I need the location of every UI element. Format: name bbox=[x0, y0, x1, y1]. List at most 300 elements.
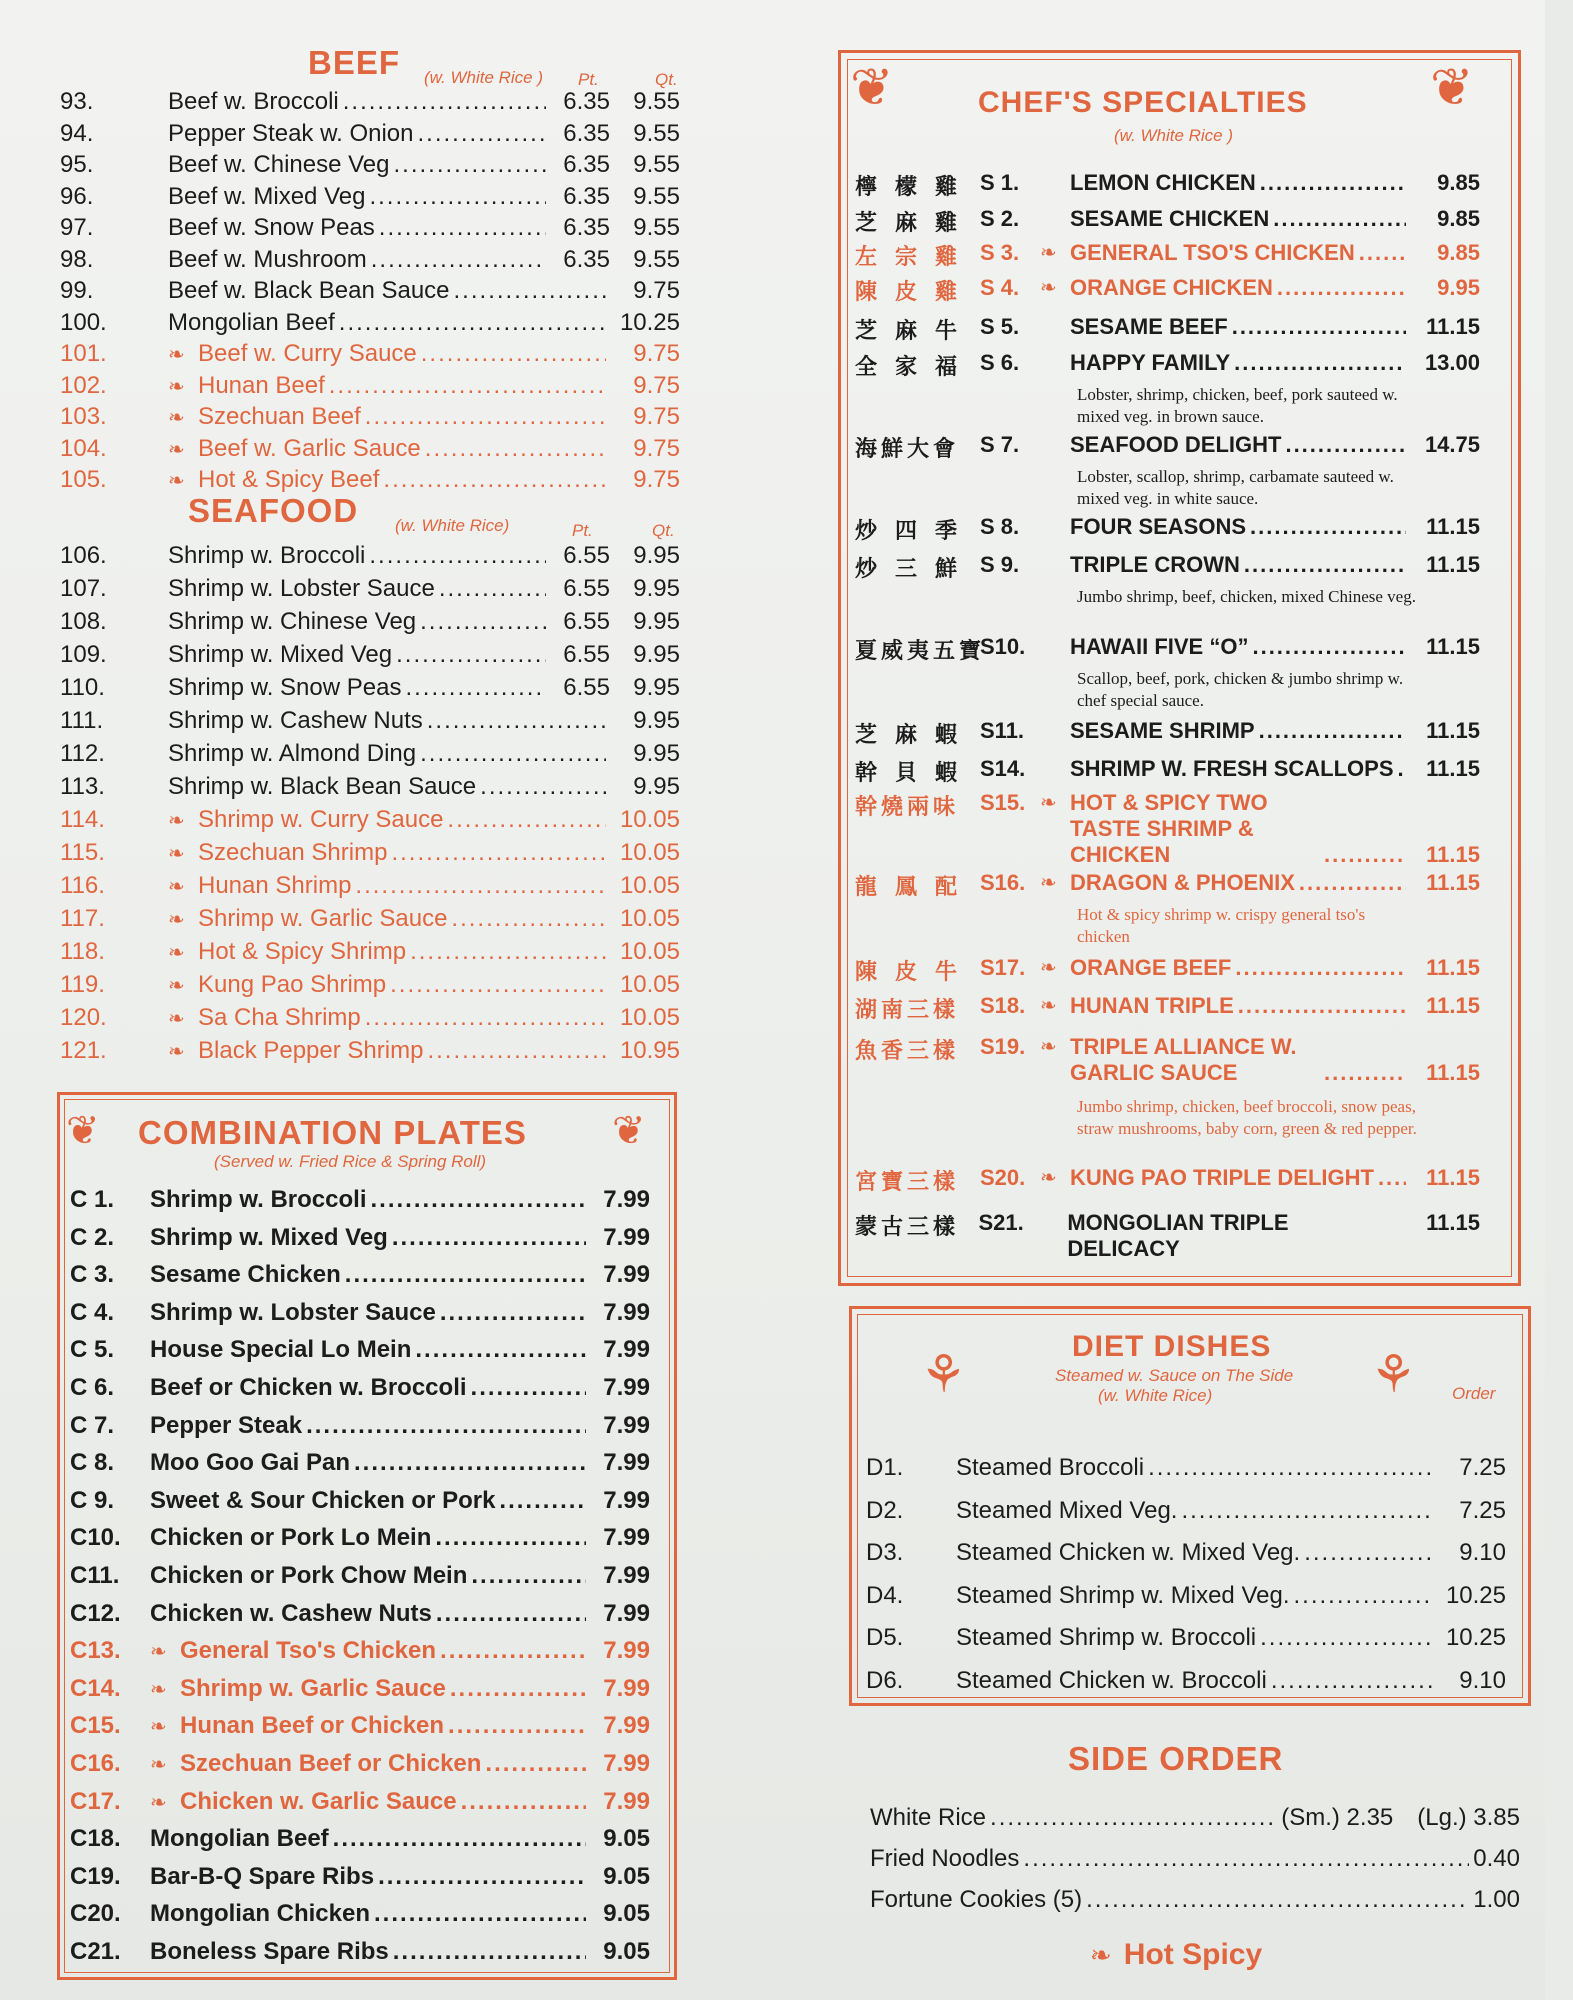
seafood-item[interactable] bbox=[60, 872, 680, 900]
leader-dots bbox=[450, 1675, 586, 1703]
price-pint: 6.35 bbox=[563, 119, 610, 147]
beef-item[interactable] bbox=[60, 120, 680, 148]
specialty-item[interactable] bbox=[855, 756, 1480, 787]
beef-item[interactable] bbox=[60, 246, 680, 274]
price-pint: 6.55 bbox=[563, 674, 610, 701]
price-pint: 6.55 bbox=[563, 542, 610, 569]
item-price: 11.15 bbox=[1426, 1060, 1480, 1085]
item-name: Beef w. Black Bean Sauce bbox=[168, 277, 450, 304]
item-number: C 3. bbox=[70, 1261, 115, 1289]
leader-dots bbox=[499, 1487, 586, 1515]
leader-dots bbox=[396, 641, 546, 669]
item-number: D5. bbox=[866, 1624, 904, 1651]
hot-spicy-icon: ❧ bbox=[1040, 242, 1057, 264]
item-name: Shrimp w. Lobster Sauce bbox=[168, 575, 435, 602]
beef-item[interactable] bbox=[60, 183, 680, 211]
leader-dots bbox=[1235, 955, 1406, 981]
hot-spicy-icon: ❧ bbox=[1040, 872, 1057, 894]
leader-dots bbox=[440, 1299, 586, 1327]
specialty-item[interactable] bbox=[855, 634, 1480, 665]
chinese-name: 海鮮大會 bbox=[855, 436, 960, 461]
item-name: Shrimp w. Broccoli bbox=[168, 542, 366, 569]
item-name: Hot & Spicy Shrimp bbox=[198, 938, 407, 965]
leader-dots bbox=[485, 1750, 586, 1778]
diet-item[interactable] bbox=[866, 1624, 1506, 1652]
seafood-item[interactable] bbox=[60, 839, 680, 867]
hot-spicy-icon: ❧ bbox=[1040, 792, 1057, 814]
item-number: C11. bbox=[70, 1562, 120, 1589]
seafood-item[interactable] bbox=[60, 740, 680, 768]
item-number: 110. bbox=[60, 674, 105, 701]
item-price: 9.05 bbox=[603, 1825, 650, 1853]
specialty-item[interactable] bbox=[855, 1210, 1480, 1262]
item-name: HAPPY FAMILY bbox=[1070, 350, 1231, 375]
item-number: C 7. bbox=[70, 1411, 115, 1439]
price-quart: 9.95 bbox=[633, 542, 680, 569]
hot-spicy-icon: ❧ bbox=[168, 942, 185, 964]
item-number: 113. bbox=[60, 773, 105, 800]
leader-dots bbox=[343, 88, 546, 116]
leader-dots bbox=[306, 1412, 586, 1440]
item-name: Hunan Shrimp bbox=[198, 872, 352, 899]
diet-item[interactable] bbox=[866, 1497, 1506, 1525]
item-number: C18. bbox=[70, 1825, 121, 1853]
hot-spicy-icon: ❧ bbox=[168, 375, 185, 398]
leader-dots bbox=[1250, 514, 1406, 540]
price-pint: 6.55 bbox=[563, 641, 610, 668]
item-name: Hunan Beef or Chicken bbox=[180, 1712, 445, 1740]
leader-dots bbox=[1304, 1539, 1432, 1567]
item-number: C14. bbox=[70, 1674, 121, 1702]
price-quart: 9.55 bbox=[633, 151, 680, 178]
corner-flourish-icon: ❦ bbox=[1430, 59, 1474, 117]
item-price: 11.15 bbox=[1426, 718, 1480, 743]
item-name: Mongolian Chicken bbox=[150, 1900, 371, 1928]
hot-spicy-icon: ❧ bbox=[168, 438, 185, 461]
item-name: DRAGON & PHOENIX bbox=[1070, 870, 1295, 895]
beef-item[interactable] bbox=[60, 309, 680, 337]
item-number: D2. bbox=[866, 1496, 904, 1524]
specialty-item[interactable] bbox=[855, 552, 1480, 583]
item-name: HOT & SPICY TWO TASTE SHRIMP & CHICKEN bbox=[1070, 790, 1268, 867]
leader-dots bbox=[371, 246, 546, 274]
item-price: 7.99 bbox=[603, 1562, 650, 1589]
side-item[interactable] bbox=[870, 1845, 1520, 1873]
combo-item[interactable] bbox=[70, 1336, 650, 1364]
item-price: 11.15 bbox=[1426, 1165, 1480, 1190]
item-price: 7.25 bbox=[1459, 1496, 1506, 1524]
item-name: Chicken or Pork Chow Mein bbox=[150, 1562, 468, 1589]
hot-spicy-icon: ❧ bbox=[168, 1041, 185, 1063]
price-quart: 9.95 bbox=[633, 674, 680, 701]
combo-item[interactable] bbox=[70, 1562, 650, 1590]
combo-item[interactable] bbox=[70, 1449, 650, 1477]
beef-item[interactable] bbox=[60, 151, 680, 179]
specialty-item[interactable] bbox=[855, 275, 1480, 306]
item-name: Beef w. Curry Sauce bbox=[198, 340, 417, 367]
leader-dots bbox=[990, 1804, 1277, 1832]
leader-dots bbox=[1294, 1582, 1433, 1610]
specialty-item[interactable] bbox=[855, 170, 1480, 201]
seafood-item[interactable] bbox=[60, 542, 680, 570]
specialty-item[interactable] bbox=[855, 1165, 1480, 1196]
leader-dots bbox=[1378, 1165, 1406, 1191]
leader-dots bbox=[471, 1562, 586, 1590]
leader-dots bbox=[393, 151, 546, 179]
item-code: S14. bbox=[980, 756, 1026, 781]
leader-dots bbox=[1277, 275, 1406, 301]
item-price: 9.10 bbox=[1459, 1666, 1506, 1694]
seafood-item[interactable] bbox=[60, 971, 680, 999]
item-price: 7.99 bbox=[603, 1223, 650, 1251]
leader-dots bbox=[1271, 1667, 1432, 1695]
leader-dots bbox=[1259, 718, 1406, 744]
specialty-item[interactable] bbox=[855, 955, 1480, 986]
combo-item[interactable] bbox=[70, 1938, 650, 1966]
price-pint: 6.35 bbox=[563, 182, 610, 210]
price-pint: 6.35 bbox=[563, 88, 610, 115]
price-pint: 6.55 bbox=[563, 608, 610, 635]
item-code: S20. bbox=[980, 1165, 1026, 1190]
leader-dots bbox=[383, 466, 606, 494]
item-number: 104. bbox=[60, 434, 107, 462]
price-quart: 9.95 bbox=[633, 773, 680, 800]
leader-dots bbox=[420, 740, 606, 768]
seafood-item[interactable] bbox=[60, 806, 680, 834]
leader-dots bbox=[471, 1374, 586, 1402]
price-quart: 9.75 bbox=[633, 340, 680, 367]
item-price: 11.15 bbox=[1426, 552, 1480, 577]
leader-dots bbox=[439, 575, 546, 603]
item-code: S15. bbox=[980, 790, 1026, 815]
dancers-icon: ⚘ bbox=[1370, 1346, 1417, 1404]
combo-item[interactable] bbox=[70, 1412, 650, 1440]
item-name: Shrimp w. Mixed Veg bbox=[168, 641, 393, 668]
chinese-name: 湖南三樣 bbox=[855, 997, 960, 1022]
item-number: 111. bbox=[60, 707, 104, 734]
specialty-item[interactable] bbox=[855, 1034, 1480, 1086]
beef-item[interactable] bbox=[60, 403, 680, 431]
hot-spicy-icon: ❧ bbox=[168, 407, 185, 429]
seafood-item[interactable] bbox=[60, 1004, 680, 1032]
combo-item[interactable] bbox=[70, 1675, 650, 1703]
chinese-name: 檸檬雞 bbox=[855, 174, 976, 199]
leader-dots bbox=[410, 938, 606, 966]
item-name: Steamed Chicken w. Mixed Veg. bbox=[956, 1539, 1301, 1566]
combo-item[interactable] bbox=[70, 1863, 650, 1891]
item-description: Jumbo shrimp, beef, chicken, mixed Chinese veg. bbox=[1077, 587, 1416, 606]
leader-dots bbox=[427, 1037, 606, 1065]
item-name: Boneless Spare Ribs bbox=[150, 1938, 389, 1965]
item-price: 11.15 bbox=[1426, 756, 1480, 781]
combo-item[interactable] bbox=[70, 1750, 650, 1778]
item-name: Fried Noodles bbox=[870, 1845, 1020, 1872]
leader-dots bbox=[1260, 170, 1406, 196]
item-name: Fortune Cookies (5) bbox=[870, 1886, 1083, 1913]
combo-item[interactable] bbox=[70, 1712, 650, 1740]
hot-spicy-icon: ❧ bbox=[1090, 1939, 1112, 1970]
item-name: Steamed Broccoli bbox=[956, 1454, 1145, 1481]
diet-item[interactable] bbox=[866, 1667, 1506, 1695]
specialty-item[interactable] bbox=[855, 718, 1480, 749]
leader-dots bbox=[378, 1863, 586, 1891]
item-name: Shrimp w. Garlic Sauce bbox=[198, 905, 448, 932]
item-name: Sweet & Sour Chicken or Pork bbox=[150, 1486, 496, 1514]
hot-spicy-icon: ❧ bbox=[1040, 957, 1057, 979]
specialty-item[interactable] bbox=[855, 314, 1480, 345]
item-price: 11.15 bbox=[1426, 993, 1480, 1018]
chef-title: CHEF'S SPECIALTIES bbox=[978, 86, 1308, 119]
item-name: Shrimp w. Chinese Veg bbox=[168, 608, 417, 635]
item-name: General Tso's Chicken bbox=[180, 1637, 437, 1665]
item-number: 114. bbox=[60, 806, 105, 833]
item-price: 10.25 bbox=[1445, 1581, 1506, 1609]
item-code: S 9. bbox=[980, 552, 1020, 577]
seafood-item[interactable] bbox=[60, 674, 680, 702]
chinese-name: 芝麻牛 bbox=[855, 318, 976, 343]
leader-dots bbox=[1324, 1060, 1406, 1086]
item-number: 97. bbox=[60, 214, 94, 241]
item-number: 99. bbox=[60, 277, 94, 304]
leader-dots bbox=[1244, 552, 1406, 578]
leader-dots bbox=[420, 608, 546, 636]
price-quart: 10.05 bbox=[619, 938, 680, 965]
item-price: 7.99 bbox=[603, 1261, 650, 1289]
combo-item[interactable] bbox=[70, 1600, 650, 1628]
item-price: 7.99 bbox=[603, 1186, 650, 1213]
item-code: S10. bbox=[980, 634, 1026, 659]
leader-dots bbox=[391, 839, 606, 867]
item-name: Sesame Chicken bbox=[150, 1261, 341, 1289]
leader-dots bbox=[405, 674, 546, 702]
chinese-name: 蒙古三樣 bbox=[855, 1214, 960, 1239]
seafood-item[interactable] bbox=[60, 905, 680, 933]
beef-item[interactable] bbox=[60, 88, 680, 116]
item-name: Steamed Chicken w. Broccoli bbox=[956, 1666, 1267, 1694]
item-number: 103. bbox=[60, 403, 107, 430]
leader-dots bbox=[425, 435, 606, 463]
side-item[interactable] bbox=[870, 1804, 1520, 1832]
leader-dots bbox=[379, 214, 546, 242]
diet-order-header: Order bbox=[1452, 1384, 1496, 1403]
seafood-item[interactable] bbox=[60, 938, 680, 966]
combo-item[interactable] bbox=[70, 1224, 650, 1252]
item-number: D1. bbox=[866, 1454, 904, 1481]
diet-note-2: (w. White Rice) bbox=[1098, 1386, 1213, 1405]
item-number: C17. bbox=[70, 1787, 121, 1815]
beef-item[interactable] bbox=[60, 214, 680, 242]
seafood-qt-header: Qt. bbox=[652, 521, 675, 540]
leader-dots bbox=[435, 1524, 586, 1552]
hot-spicy-icon: ❧ bbox=[1040, 1036, 1057, 1058]
specialty-item[interactable] bbox=[855, 993, 1480, 1024]
item-price: 7.99 bbox=[603, 1336, 650, 1364]
item-number: C 1. bbox=[70, 1186, 115, 1213]
combo-item[interactable] bbox=[70, 1900, 650, 1928]
diet-item[interactable] bbox=[866, 1539, 1506, 1567]
item-name: Shrimp w. Curry Sauce bbox=[198, 806, 444, 833]
hot-spicy-icon: ❧ bbox=[168, 344, 185, 366]
leader-dots bbox=[447, 806, 606, 834]
price-quart: 10.05 bbox=[619, 872, 680, 899]
item-name: Black Pepper Shrimp bbox=[198, 1037, 424, 1064]
item-number: C16. bbox=[70, 1750, 121, 1777]
item-price: 7.99 bbox=[603, 1637, 650, 1665]
item-description: Lobster, scallop, shrimp, carbamate sauteed w. mixed veg. in white sauce. bbox=[1077, 467, 1394, 508]
chinese-name: 龍鳳配 bbox=[855, 874, 976, 899]
specialty-item[interactable] bbox=[855, 870, 1480, 901]
seafood-item[interactable] bbox=[60, 641, 680, 669]
specialty-item[interactable] bbox=[855, 514, 1480, 545]
chinese-name: 芝麻雞 bbox=[855, 210, 976, 235]
beef-item[interactable] bbox=[60, 466, 680, 494]
item-number: 100. bbox=[60, 308, 107, 336]
combo-item[interactable] bbox=[70, 1487, 650, 1515]
specialty-item[interactable] bbox=[855, 240, 1480, 271]
item-number: D4. bbox=[866, 1581, 904, 1609]
combo-item[interactable] bbox=[70, 1299, 650, 1327]
item-number: 107. bbox=[60, 575, 107, 602]
combo-item[interactable] bbox=[70, 1261, 650, 1289]
item-name: Beef w. Broccoli bbox=[168, 88, 339, 115]
leader-dots bbox=[333, 1825, 586, 1853]
item-price: 11.15 bbox=[1426, 955, 1480, 980]
seafood-item[interactable] bbox=[60, 608, 680, 636]
leader-dots bbox=[392, 1224, 586, 1252]
seafood-item[interactable] bbox=[60, 773, 680, 801]
corner-flourish-icon: ❦ bbox=[66, 1109, 100, 1153]
diet-item[interactable] bbox=[866, 1582, 1506, 1610]
item-name: LEMON CHICKEN bbox=[1070, 170, 1256, 195]
item-number: C 2. bbox=[70, 1223, 115, 1251]
seafood-item[interactable] bbox=[60, 575, 680, 603]
chinese-name: 陳皮牛 bbox=[855, 959, 976, 984]
leader-dots bbox=[436, 1600, 586, 1628]
combo-item[interactable] bbox=[70, 1374, 650, 1402]
item-code: S 7. bbox=[980, 432, 1020, 457]
item-name: FOUR SEASONS bbox=[1070, 514, 1247, 539]
item-name: SESAME SHRIMP bbox=[1070, 718, 1255, 743]
item-number: C 9. bbox=[70, 1486, 115, 1514]
item-code: S16. bbox=[980, 870, 1026, 895]
item-price: 9.05 bbox=[603, 1862, 650, 1890]
combo-item[interactable] bbox=[70, 1637, 650, 1665]
combo-item[interactable] bbox=[70, 1186, 650, 1214]
leader-dots bbox=[365, 1004, 606, 1032]
item-price: 9.05 bbox=[603, 1938, 650, 1965]
combo-item[interactable] bbox=[70, 1788, 650, 1816]
price-quart: 9.55 bbox=[633, 182, 680, 210]
item-price: 7.99 bbox=[603, 1712, 650, 1740]
item-name: Hot & Spicy Beef bbox=[198, 466, 380, 493]
chinese-name: 魚香三樣 bbox=[855, 1038, 960, 1063]
seafood-title: SEAFOOD bbox=[188, 492, 359, 529]
item-name: Beef or Chicken w. Broccoli bbox=[150, 1374, 467, 1401]
item-name: Chicken w. Garlic Sauce bbox=[180, 1787, 457, 1815]
item-number: 109. bbox=[60, 641, 107, 668]
hot-spicy-icon: ❧ bbox=[150, 1678, 167, 1701]
price-quart: 10.25 bbox=[619, 308, 680, 336]
item-name: Shrimp w. Cashew Nuts bbox=[168, 707, 423, 734]
hot-spicy-icon: ❧ bbox=[168, 1008, 185, 1030]
specialty-item[interactable] bbox=[855, 432, 1480, 463]
item-name: Beef w. Garlic Sauce bbox=[198, 434, 421, 462]
item-price: 11.15 bbox=[1426, 314, 1480, 339]
specialty-item[interactable] bbox=[855, 350, 1480, 381]
leader-dots bbox=[1324, 842, 1406, 868]
item-name: SESAME CHICKEN bbox=[1070, 206, 1270, 231]
seafood-pt-header: Pt. bbox=[572, 521, 593, 540]
item-number: C15. bbox=[70, 1712, 121, 1740]
combo-item[interactable] bbox=[70, 1524, 650, 1552]
price-quart: 10.05 bbox=[619, 905, 680, 932]
corner-flourish-icon: ❦ bbox=[612, 1109, 646, 1153]
leader-dots bbox=[370, 1186, 586, 1214]
price-quart: 9.75 bbox=[633, 277, 680, 304]
specialty-item[interactable] bbox=[855, 206, 1480, 237]
price-pint: 6.55 bbox=[563, 575, 610, 602]
item-name: Hunan Beef bbox=[198, 371, 325, 399]
item-number: D6. bbox=[866, 1666, 904, 1694]
hot-spicy-icon: ❧ bbox=[1040, 1167, 1057, 1189]
seafood-item[interactable] bbox=[60, 707, 680, 735]
item-number: C13. bbox=[70, 1637, 121, 1665]
chinese-name: 幹貝蝦 bbox=[855, 760, 976, 785]
item-number: 116. bbox=[60, 872, 105, 899]
item-code: S17. bbox=[980, 955, 1026, 980]
item-name: GENERAL TSO'S CHICKEN bbox=[1070, 240, 1355, 265]
item-name: Beef w. Chinese Veg bbox=[168, 151, 390, 178]
leader-dots bbox=[329, 372, 606, 400]
price-quart: 9.75 bbox=[633, 403, 680, 430]
item-price: 7.25 bbox=[1459, 1454, 1506, 1481]
item-name: Shrimp w. Lobster Sauce bbox=[150, 1298, 436, 1326]
price-quart: 10.05 bbox=[619, 839, 680, 866]
leader-dots bbox=[1252, 634, 1406, 660]
item-description: Jumbo shrimp, chicken, beef broccoli, snow peas, straw mushrooms, baby corn, green & red pepper. bbox=[1077, 1097, 1417, 1138]
item-code: S 5. bbox=[980, 314, 1020, 339]
beef-item[interactable] bbox=[60, 372, 680, 400]
price-quart: 9.55 bbox=[633, 214, 680, 241]
item-name: ORANGE CHICKEN bbox=[1070, 275, 1273, 300]
item-number: 115. bbox=[60, 839, 105, 866]
item-name: Sa Cha Shrimp bbox=[198, 1004, 361, 1031]
chinese-name: 芝麻蝦 bbox=[855, 722, 976, 747]
item-code: S 8. bbox=[980, 514, 1020, 539]
corner-flourish-icon: ❦ bbox=[850, 59, 894, 117]
leader-dots bbox=[354, 1449, 586, 1477]
beef-item[interactable] bbox=[60, 277, 680, 305]
price-quart: 10.05 bbox=[619, 1004, 680, 1031]
item-name: Beef w. Mixed Veg bbox=[168, 182, 366, 210]
item-name: Beef w. Mushroom bbox=[168, 245, 367, 273]
leader-dots bbox=[1260, 1624, 1432, 1652]
item-price: 9.05 bbox=[603, 1900, 650, 1928]
item-price: 7.99 bbox=[603, 1750, 650, 1777]
price-pint: 6.35 bbox=[563, 151, 610, 178]
hot-spicy-icon: ❧ bbox=[168, 470, 185, 492]
leader-dots bbox=[480, 773, 606, 801]
item-name: Mongolian Beef bbox=[168, 308, 335, 336]
beef-item[interactable] bbox=[60, 340, 680, 368]
seafood-item[interactable] bbox=[60, 1037, 680, 1065]
price-quart: 9.75 bbox=[633, 434, 680, 462]
specialty-item[interactable] bbox=[855, 790, 1480, 868]
beef-item[interactable] bbox=[60, 435, 680, 463]
diet-item[interactable] bbox=[866, 1454, 1506, 1482]
side-item[interactable] bbox=[870, 1886, 1520, 1914]
combo-item[interactable] bbox=[70, 1825, 650, 1853]
